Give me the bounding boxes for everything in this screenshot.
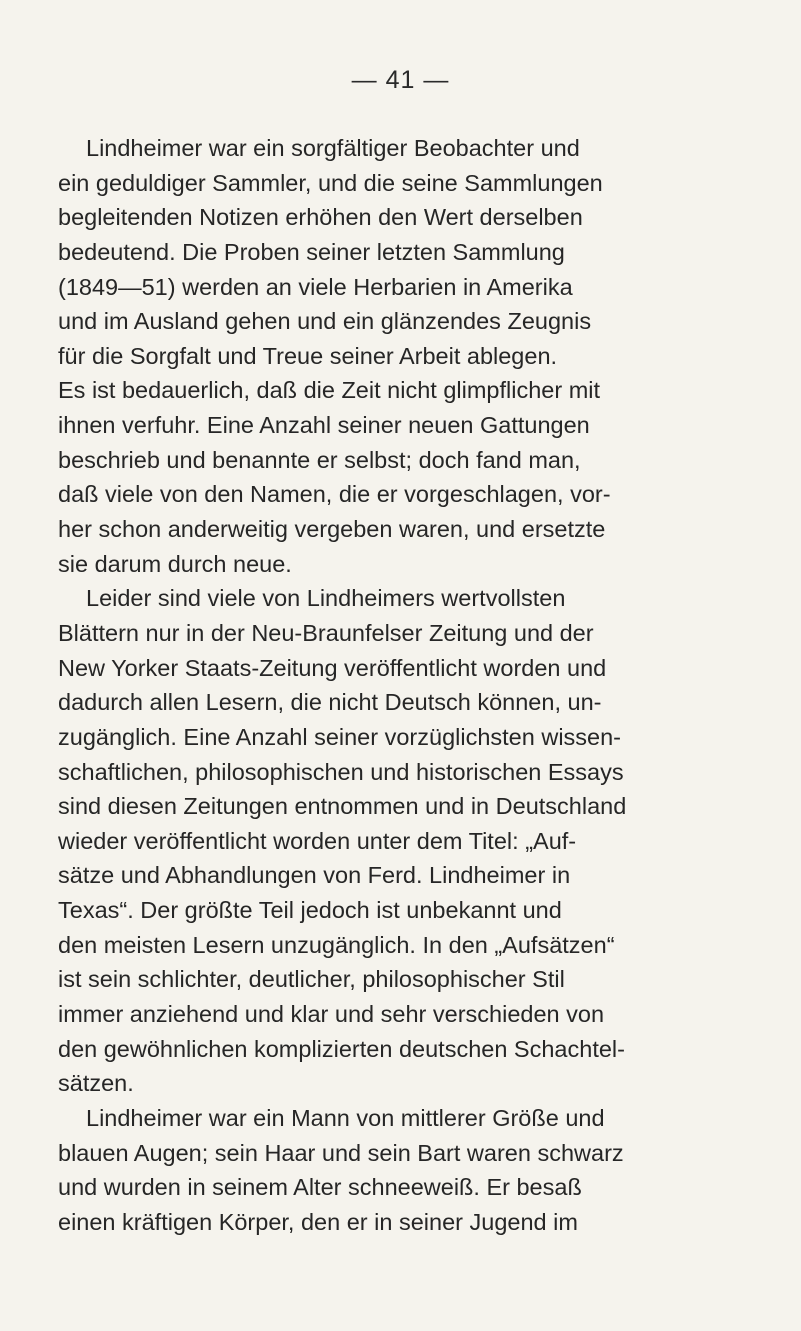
page-number: — 41 — <box>351 66 450 94</box>
text-line: den gewöhnlichen komplizierten deutschen Schachtel- <box>58 1035 625 1062</box>
text-line: einen kräftigen Körper, den er in seiner Jugend im <box>58 1208 578 1235</box>
text-line: und im Ausland gehen und ein glänzendes Zeugnis <box>58 308 592 335</box>
text-line: ein geduldiger Sammler, und die seine Sammlungen <box>58 169 603 196</box>
text-line: ihnen verfuhr. Eine Anzahl seiner neuen Gattungen <box>58 412 590 439</box>
text-line: Texas“. Der größte Teil jedoch ist unbekannt und <box>58 897 562 924</box>
text-line: (1849—51) werden an viele Herbarien in Amerika <box>58 273 573 300</box>
text-line: zugänglich. Eine Anzahl seiner vorzüglichsten wissen- <box>58 723 622 750</box>
text-line: her schon anderweitig vergeben waren, und ersetzte <box>58 516 606 543</box>
text-line: sätze und Abhandlungen von Ferd. Lindheimer in <box>58 862 571 889</box>
text-line: für die Sorgfalt und Treue seiner Arbeit ablegen. <box>58 342 558 369</box>
paragraph-first-line: Leider sind viele von Lindheimers wertvollsten <box>86 585 566 612</box>
text-line: Blättern nur in der Neu-Braunfelser Zeitung und der <box>58 619 594 646</box>
paragraph-first-line: Lindheimer war ein Mann von mittlerer Größe und <box>86 1104 605 1131</box>
text-line: New Yorker Staats-Zeitung veröffentlicht worden und <box>58 654 607 681</box>
text-line: ist sein schlichter, deutlicher, philosophischer Stil <box>58 966 565 993</box>
text-line: beschrieb und benannte er selbst; doch fand man, <box>58 446 581 473</box>
text-line: immer anziehend und klar und sehr verschieden von <box>58 1001 605 1028</box>
text-line: sie darum durch neue. <box>58 550 292 577</box>
text-line: blauen Augen; sein Haar und sein Bart waren schwarz <box>58 1139 624 1166</box>
text-line: wieder veröffentlicht worden unter dem Titel: „Auf- <box>58 827 577 854</box>
text-line: daß viele von den Namen, die er vorgeschlagen, vor- <box>58 481 611 508</box>
text-line: sind diesen Zeitungen entnommen und in Deutschland <box>58 793 627 820</box>
text-line: den meisten Lesern unzugänglich. In den „Aufsätzen“ <box>58 931 615 958</box>
body-text <box>58 131 746 1240</box>
text-line: dadurch allen Lesern, die nicht Deutsch können, un- <box>58 689 602 716</box>
paragraph-first-line: Lindheimer war ein sorgfältiger Beobachter und <box>86 135 580 161</box>
text-line: schaftlichen, philosophischen und historischen Essays <box>58 758 624 785</box>
text-line: sätzen. <box>58 1070 134 1097</box>
text-line: und wurden in seinem Alter schneeweiß. Er besaß <box>58 1174 582 1201</box>
text-line: begleitenden Notizen erhöhen den Wert derselben <box>58 204 583 231</box>
text-line: bedeutend. Die Proben seiner letzten Sammlung <box>58 238 565 265</box>
text-line: Es ist bedauerlich, daß die Zeit nicht glimpflicher mit <box>58 377 601 404</box>
